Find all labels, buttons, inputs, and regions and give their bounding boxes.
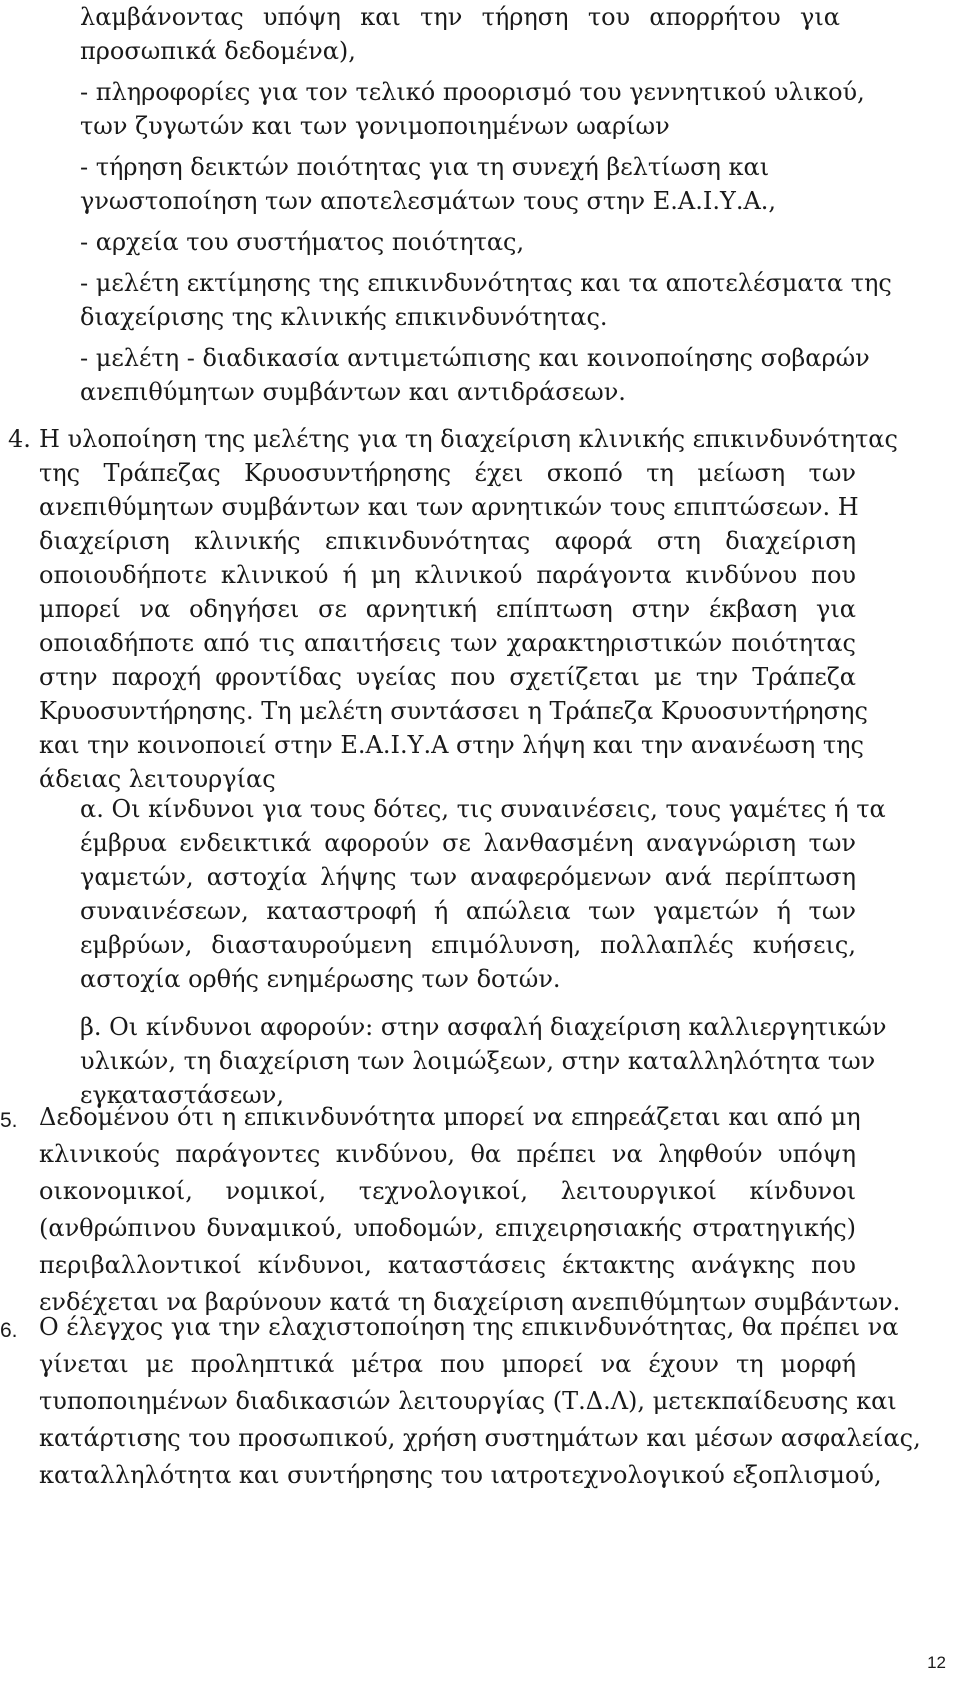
bullets-line: - τήρηση δεικτών ποιότητας για τη συνεχή βελτίωση και	[80, 153, 770, 181]
subitem-b-line: εγκαταστάσεων,	[80, 1081, 284, 1109]
item-4-line: οποιαδήποτε από τις απαιτήσεις των χαρακτηριστικών ποιότητας	[39, 629, 856, 657]
bullets-line: λαμβάνοντας υπόψη και την τήρηση του απορρήτου για	[80, 3, 840, 31]
bullets-line: γνωστοποίηση των αποτελεσμάτων τους στην Ε.Α.Ι.Υ.Α.,	[80, 187, 777, 215]
item-5-number: 5.	[0, 1109, 18, 1132]
subitem-a-line: γαμετών, αστοχία λήψης των αναφερόμενων ανά περίπτωση	[80, 863, 856, 891]
item-6-line: τυποποιημένων διαδικασιών λειτουργίας (Τ.Δ.Λ), μετεκπαίδευσης και	[39, 1387, 897, 1415]
item-4-number: 4.	[8, 425, 31, 453]
item-5-line: κλινικούς παράγοντες κινδύνου, θα πρέπει να ληφθούν υπόψη	[39, 1140, 856, 1168]
item-5-line: οικονομικοί, νομικοί, τεχνολογικοί, λειτουργικοί κίνδυνοι	[39, 1177, 856, 1205]
item-5-line: περιβαλλοντικοί κίνδυνοι, καταστάσεις έκτακτης ανάγκης που	[39, 1251, 856, 1279]
item-4-line: άδειας λειτουργίας	[39, 765, 276, 793]
item-6-line: κατάρτισης του προσωπικού, χρήση συστημάτων και μέσων ασφαλείας,	[39, 1424, 921, 1452]
subitem-a-line: αστοχία ορθής ενημέρωσης των δοτών.	[80, 965, 561, 993]
bullets-line: προσωπικά δεδομένα),	[80, 37, 356, 65]
item-5-line: Δεδομένου ότι η επικινδυνότητα μπορεί να επηρεάζεται και από μη	[39, 1103, 861, 1131]
bullets-line: των ζυγωτών και των γονιμοποιημένων ωαρίων	[80, 112, 670, 140]
item-5-line: (ανθρώπινου δυναμικού, υποδομών, επιχειρησιακής στρατηγικής)	[39, 1214, 856, 1242]
item-6-line: Ο έλεγχος για την ελαχιστοποίηση της επικινδυνότητας, θα πρέπει να	[39, 1313, 899, 1341]
bullets-line: - αρχεία του συστήματος ποιότητας,	[80, 228, 525, 256]
bullets-line: διαχείρισης της κλινικής επικινδυνότητας.	[80, 303, 608, 331]
bullets-line: - μελέτη εκτίμησης της επικινδυνότητας και τα αποτελέσματα της	[80, 269, 892, 297]
subitem-a-line: α. Οι κίνδυνοι για τους δότες, τις συναινέσεις, τους γαμέτες ή τα	[80, 795, 886, 823]
subitem-a-line: εμβρύων, διασταυρούμενη επιμόλυνση, πολλαπλές κυήσεις,	[80, 931, 856, 959]
item-6-number: 6.	[0, 1319, 18, 1342]
item-4-line: διαχείριση κλινικής επικινδυνότητας αφορά στη διαχείριση	[39, 527, 856, 555]
item-4-line: οποιουδήποτε κλινικού ή μη κλινικού παράγοντα κινδύνου που	[39, 561, 856, 589]
bullets-line: ανεπιθύμητων συμβάντων και αντιδράσεων.	[80, 378, 626, 406]
item-6-line: γίνεται με προληπτικά μέτρα που μπορεί να έχουν τη μορφή	[39, 1350, 856, 1378]
item-5-line: ενδέχεται να βαρύνουν κατά τη διαχείριση ανεπιθύμητων συμβάντων.	[39, 1288, 901, 1316]
subitem-b-line: υλικών, τη διαχείριση των λοιμώξεων, στην καταλληλότητα των	[80, 1047, 876, 1075]
subitem-b-line: β. Οι κίνδυνοι αφορούν: στην ασφαλή διαχείριση καλλιεργητικών	[80, 1013, 887, 1041]
item-4-line: ανεπιθύμητων συμβάντων και των αρνητικών τους επιπτώσεων. Η	[39, 493, 859, 521]
item-6-line: καταλληλότητα και συντήρησης του ιατροτεχνολογικού εξοπλισμού,	[39, 1461, 882, 1489]
item-4-line: Η υλοποίηση της μελέτης για τη διαχείριση κλινικής επικινδυνότητας	[39, 425, 898, 453]
subitem-a-line: συναινέσεων, καταστροφή ή απώλεια των γαμετών ή των	[80, 897, 856, 925]
item-4-line: μπορεί να οδηγήσει σε αρνητική επίπτωση στην έκβαση για	[39, 595, 856, 623]
item-4-line: Κρυοσυντήρησης. Τη μελέτη συντάσσει η Τράπεζα Κρυοσυντήρησης	[39, 697, 868, 725]
subitem-a-line: έμβρυα ενδεικτικά αφορούν σε λανθασμένη αναγνώριση των	[80, 829, 856, 857]
item-4-line: στην παροχή φροντίδας υγείας που σχετίζεται με την Τράπεζα	[39, 663, 856, 691]
item-4-line: και την κοινοποιεί στην Ε.Α.Ι.Υ.Α στην λήψη και την ανανέωση της	[39, 731, 864, 759]
page-number: 12	[927, 1653, 946, 1672]
item-4-line: της Τράπεζας Κρυοσυντήρησης έχει σκοπό τη μείωση των	[39, 459, 856, 487]
bullets-line: - πληροφορίες για τον τελικό προορισμό του γεννητικού υλικού,	[80, 78, 865, 106]
bullets-line: - μελέτη - διαδικασία αντιμετώπισης και κοινοποίησης σοβαρών	[80, 344, 870, 372]
